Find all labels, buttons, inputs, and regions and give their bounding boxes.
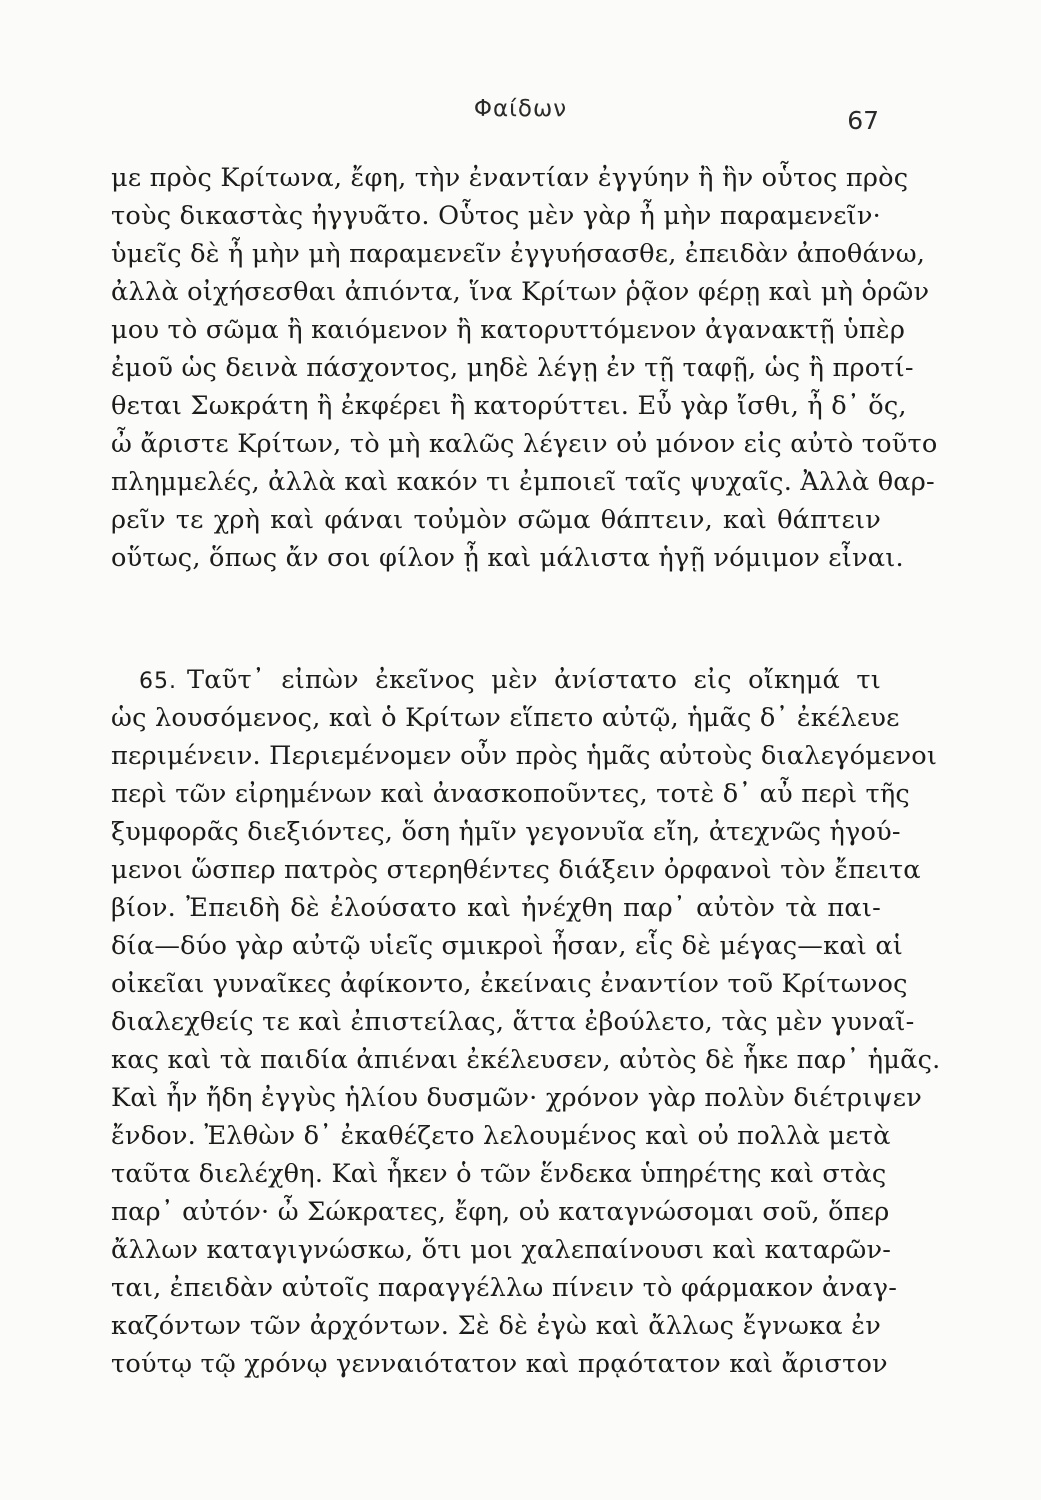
text-line: μου τὸ σῶμα ἢ καιόμενον ἢ κατορυττόμενον ἀγανακτῇ ὑπὲρ: [111, 315, 906, 345]
text-line-start: Ταῦτ᾽ εἰπὼν ἐκεῖνος μὲν ἀνίστατο εἰς οἴκημά τι: [187, 665, 881, 695]
text-line: ταῦτα διελέχθη. Καὶ ἧκεν ὁ τῶν ἕνδεκα ὑπηρέτης καὶ στὰς: [111, 1159, 887, 1189]
text-line: ξυμφορᾶς διεξιόντες, ὅση ἡμῖν γεγονυῖα εἴη, ἀτεχνῶς ἡγού-: [111, 817, 901, 847]
text-line: βίον. Ἐπειδὴ δὲ ἐλούσατο καὶ ἠνέχθη παρ᾽ αὐτὸν τὰ παι-: [111, 893, 881, 923]
text-line: ἔνδον. Ἐλθὼν δ᾽ ἐκαθέζετο λελουμένος καὶ οὐ πολλὰ μετὰ: [111, 1121, 891, 1151]
text-line: ὑμεῖς δὲ ἦ μὴν μὴ παραμενεῖν ἐγγυήσασθε, ἐπειδὰν ἀποθάνω,: [111, 239, 926, 269]
running-title: Φαίδων: [473, 96, 568, 122]
text-line: Καὶ ἦν ἤδη ἐγγὺς ἡλίου δυσμῶν· χρόνον γὰρ πολὺν διέτριψεν: [111, 1083, 922, 1113]
text-line: ὡς λουσόμενος, καὶ ὁ Κρίτων εἵπετο αὐτῷ, ἡμᾶς δ᾽ ἐκέλευε: [111, 703, 900, 733]
text-line: με πρὸς Κρίτωνα, ἔφη, τὴν ἐναντίαν ἐγγύην ἢ ἣν οὗτος πρὸς: [111, 163, 909, 193]
text-line: οὕτως, ὅπως ἄν σοι φίλον ᾖ καὶ μάλιστα ἡγῇ νόμιμον εἶναι.: [111, 543, 904, 573]
text-line: μενοι ὥσπερ πατρὸς στερηθέντες διάξειν ὀρφανοὶ τὸν ἔπειτα: [111, 855, 921, 885]
text-line: τούτῳ τῷ χρόνῳ γενναιότατον καὶ πρᾳότατον καὶ ἄριστον: [111, 1349, 888, 1379]
text-line: περιμένειν. Περιεμένομεν οὖν πρὸς ἡμᾶς αὐτοὺς διαλεγόμενοι: [111, 741, 938, 771]
page-number: 67: [847, 106, 879, 135]
section-number: 65.: [139, 669, 177, 694]
text-line: ρεῖν τε χρὴ καὶ φάναι τοὐμὸν σῶμα θάπτειν, καὶ θάπτειν: [111, 505, 881, 535]
text-line: διαλεχθείς τε καὶ ἐπιστείλας, ἅττα ἐβούλετο, τὰς μὲν γυναῖ-: [111, 1007, 915, 1037]
section-first-line: [111, 661, 881, 699]
text-line: πλημμελές, ἀλλὰ καὶ κακόν τι ἐμποιεῖ ταῖς ψυχαῖς. Ἀλλὰ θαρ-: [111, 467, 935, 497]
text-line: κας καὶ τὰ παιδία ἀπιέναι ἐκέλευσεν, αὐτὸς δὲ ἧκε παρ᾽ ἡμᾶς.: [111, 1045, 941, 1075]
text-line: ἄλλων καταγιγνώσκω, ὅτι μοι χαλεπαίνουσι καὶ καταρῶν-: [111, 1235, 892, 1265]
text-line: θεται Σωκράτη ἢ ἐκφέρει ἢ κατορύττει. Εὖ γὰρ ἴσθι, ἦ δ᾽ ὅς,: [111, 391, 907, 421]
text-line: περὶ τῶν εἰρημένων καὶ ἀνασκοποῦντες, τοτὲ δ᾽ αὖ περὶ τῆς: [111, 779, 910, 809]
text-line: ἐμοῦ ὡς δεινὰ πάσχοντος, μηδὲ λέγῃ ἐν τῇ ταφῇ, ὡς ἢ προτί-: [111, 353, 914, 383]
paragraph-1: [111, 159, 938, 577]
text-line: δία—δύο γὰρ αὐτῷ υἱεῖς σμικροὶ ἦσαν, εἷς δὲ μέγας—καὶ αἱ: [111, 931, 904, 961]
text-line: οἰκεῖαι γυναῖκες ἀφίκοντο, ἐκείναις ἐναντίον τοῦ Κρίτωνος: [111, 969, 908, 999]
text-line: ἀλλὰ οἰχήσεσθαι ἀπιόντα, ἵνα Κρίτων ῥᾷον φέρῃ καὶ μὴ ὁρῶν: [111, 277, 930, 307]
text-line: παρ᾽ αὐτόν· ὦ Σώκρατες, ἔφη, οὐ καταγνώσομαι σοῦ, ὅπερ: [111, 1197, 890, 1227]
paragraph-2: [111, 661, 941, 1383]
text-line: καζόντων τῶν ἀρχόντων. Σὲ δὲ ἐγὼ καὶ ἄλλως ἔγνωκα ἐν: [111, 1311, 881, 1341]
text-line: ται, ἐπειδὰν αὐτοῖς παραγγέλλω πίνειν τὸ φάρμακον ἀναγ-: [111, 1273, 898, 1303]
text-line: ὦ ἄριστε Κρίτων, τὸ μὴ καλῶς λέγειν οὐ μόνον εἰς αὐτὸ τοῦτο: [111, 429, 938, 459]
text-line: τοὺς δικαστὰς ἠγγυᾶτο. Οὗτος μὲν γὰρ ἦ μὴν παραμενεῖν·: [111, 201, 881, 231]
